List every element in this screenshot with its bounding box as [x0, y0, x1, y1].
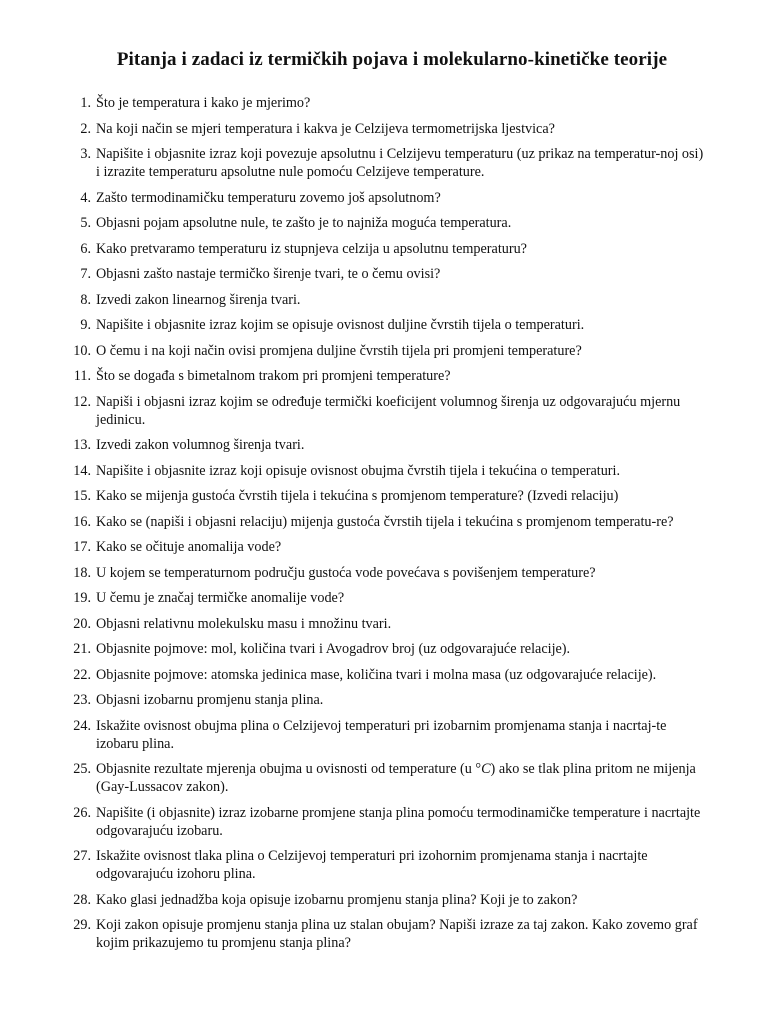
question-text: U kojem se temperaturnom području gustoća vode povećava s povišenjem temperature?: [96, 564, 596, 581]
list-item: [64, 804, 704, 840]
question-number: 29.: [73, 917, 91, 933]
question-text: Na koji način se mjeri temperatura i kakva je Celzijeva termometrijska ljestvica?: [96, 120, 555, 137]
list-item: [64, 760, 704, 796]
list-item: [64, 847, 704, 883]
question-text: Izvedi zakon volumnog širenja tvari.: [96, 437, 305, 453]
list-item: [64, 240, 704, 258]
question-number: 8.: [80, 291, 91, 308]
question-number: 16.: [73, 513, 91, 530]
question-number: 24.: [73, 717, 91, 734]
list-item: [64, 189, 704, 207]
question-text: Kako glasi jednadžba koja opisuje izobarnu promjenu stanja plina? Koji je to zakon?: [96, 891, 578, 908]
list-item: [64, 717, 704, 753]
question-number: 20.: [73, 615, 91, 632]
question-number: 28.: [73, 891, 91, 908]
question-number: 18.: [73, 564, 91, 581]
list-item: [64, 393, 704, 429]
question-text: Napišite i objasnite izraz koji opisuje ovisnost obujma čvrstih tijela i tekućina o temperaturi.: [96, 462, 621, 479]
list-item: [64, 342, 704, 360]
question-number: 7.: [80, 266, 91, 282]
question-number: 12.: [73, 393, 91, 410]
question-text: Zašto termodinamičku temperaturu zovemo još apsolutnom?: [96, 189, 441, 206]
question-text: Iskažite ovisnost tlaka plina o Celzijevoj temperaturi pri izohornim promjenama stanja i nacrtajte odgovarajuću izohoru plina.: [96, 848, 648, 882]
list-item: [64, 538, 704, 556]
list-item: [64, 367, 704, 385]
question-text: Iskažite ovisnost obujma plina o Celzijevoj temperaturi pri izobarnim promjenama stanja i nacrtaj-te izobaru plina.: [96, 717, 667, 752]
question-text: Objasnite pojmove: atomska jedinica mase, količina tvari i molna masa (uz odgovarajuće relacije).: [96, 666, 657, 683]
list-item: [64, 589, 704, 607]
question-text: Koji zakon opisuje promjenu stanja plina uz stalan obujam? Napiši izraze za taj zakon. Kako zovemo graf kojim prikazujemo tu promjenu stanja plina?: [96, 917, 698, 951]
question-text: Kako se mijenja gustoća čvrstih tijela i tekućina s promjenom temperature? (Izvedi relaciju): [96, 488, 619, 504]
question-number: 4.: [80, 189, 91, 206]
list-item: [64, 640, 704, 658]
question-text: Napišite (i objasnite) izraz izobarne promjene stanja plina pomoću termodinamičke temperature i nacrtajte odgovarajuću izobaru.: [96, 804, 701, 839]
question-number: 13.: [73, 437, 91, 453]
question-number: 15.: [73, 488, 91, 504]
question-text: Objasni zašto nastaje termičko širenje tvari, te o čemu ovisi?: [96, 266, 441, 282]
question-number: 19.: [73, 590, 91, 606]
list-item: [64, 513, 704, 531]
question-number: 11.: [73, 368, 91, 384]
question-text: Objasnite pojmove: mol, količina tvari i Avogadrov broj (uz odgovarajuće relacije).: [96, 641, 571, 657]
list-item: [64, 94, 704, 112]
question-text: Napišite i objasnite izraz kojim se opisuje ovisnost duljine čvrstih tijela o temperaturi.: [96, 317, 585, 333]
question-text: Što se događa s bimetalnom trakom pri promjeni temperature?: [96, 368, 451, 384]
list-item: [64, 487, 704, 505]
question-list: [64, 94, 704, 960]
list-item: [64, 462, 704, 480]
question-text: Objasni izobarnu promjenu stanja plina.: [96, 692, 324, 708]
question-number: 26.: [73, 804, 91, 821]
list-item: [64, 666, 704, 684]
question-text: Kako pretvaramo temperaturu iz stupnjeva celzija u apsolutnu temperaturu?: [96, 240, 527, 257]
question-number: 17.: [73, 539, 91, 555]
question-number: 21.: [73, 641, 91, 657]
question-number: 5.: [80, 215, 91, 231]
question-text-part: ) ako se tlak plina pritom ne mijenja (Gay-Lussacov zakon).: [96, 761, 696, 795]
question-number: 3.: [80, 146, 91, 162]
list-item: [64, 916, 704, 952]
question-number: 1.: [80, 95, 91, 111]
list-item: [64, 316, 704, 334]
list-item: [64, 691, 704, 709]
question-number: 22.: [73, 666, 91, 683]
question-text: Objasni relativnu molekulsku masu i množinu tvari.: [96, 615, 392, 632]
list-item: [64, 145, 704, 181]
question-text: Kako se (napiši i objasni relaciju) mijenja gustoća čvrstih tijela i tekućina s promjenom temperatu-re?: [96, 513, 674, 530]
question-text: Napiši i objasni izraz kojim se određuje termički koeficijent volumnog širenja uz odgovarajuću mjernu jedinicu.: [96, 393, 681, 428]
list-item: [64, 120, 704, 138]
question-text: Izvedi zakon linearnog širenja tvari.: [96, 291, 301, 308]
question-text: Napišite i objasnite izraz koji povezuje apsolutnu i Celzijevu temperaturu (uz prikaz na temperatur-noj osi) i izrazite temperaturu apsolutne nule pomoću Celzijeve temperature.: [96, 146, 704, 180]
question-number: 2.: [80, 120, 91, 137]
question-text: U čemu je značaj termičke anomalije vode?: [96, 590, 345, 606]
list-item: [64, 436, 704, 454]
page-title: Pitanja i zadaci iz termičkih pojava i molekularno-kinetičke teorije: [116, 49, 668, 70]
question-text: [96, 760, 704, 796]
question-text: Kako se očituje anomalija vode?: [96, 539, 282, 555]
question-number: 25.: [73, 761, 91, 777]
question-number: 10.: [73, 342, 91, 359]
list-item: [64, 564, 704, 582]
question-text: O čemu i na koji način ovisi promjena duljine čvrstih tijela pri promjeni temperature?: [96, 342, 582, 359]
list-item: [64, 265, 704, 283]
list-item: [64, 891, 704, 909]
unit-variable: C: [481, 761, 491, 777]
list-item: [64, 615, 704, 633]
question-number: 23.: [73, 692, 91, 708]
list-item: [64, 291, 704, 309]
question-text: Što je temperatura i kako je mjerimo?: [96, 95, 311, 111]
question-text-part: Objasnite rezultate mjerenja obujma u ovisnosti od temperature (u °: [96, 761, 482, 777]
question-number: 14.: [73, 462, 91, 479]
list-item: [64, 214, 704, 232]
question-text: Objasni pojam apsolutne nule, te zašto je to najniža moguća temperatura.: [96, 215, 512, 231]
question-number: 27.: [73, 848, 91, 864]
question-number: 9.: [80, 317, 91, 333]
question-number: 6.: [80, 240, 91, 257]
